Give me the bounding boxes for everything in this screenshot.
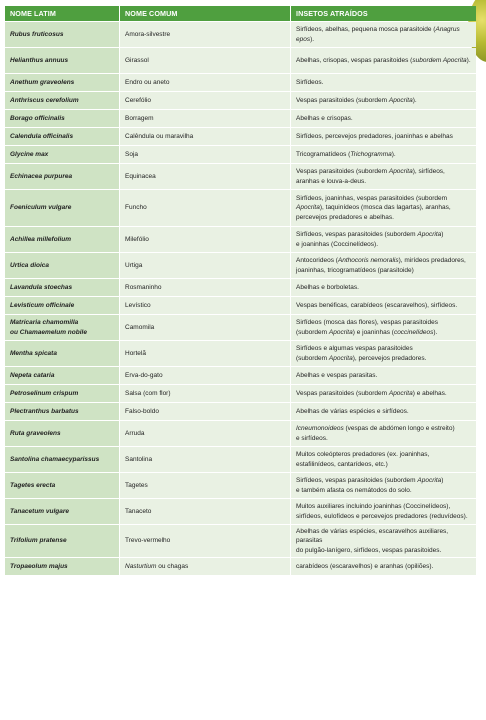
cell-insects-attracted: Abelhas e vespas parasitas. [291, 367, 476, 384]
cell-insects-attracted: Abelhas e crisopas. [291, 110, 476, 127]
table-row [5, 499, 476, 524]
table-row [5, 279, 476, 296]
header-latin-name: NOME LATIM [5, 6, 119, 21]
table-row [5, 110, 476, 127]
table-row [5, 447, 476, 472]
cell-common-name: Arruda [120, 421, 290, 446]
table-row [5, 297, 476, 314]
cell-latin-name: Rubus fruticosus [5, 22, 119, 47]
cell-latin-name: Glycine max [5, 146, 119, 163]
cell-latin-name: Helianthus annuus [5, 48, 119, 73]
cell-common-name: Equinacea [120, 164, 290, 189]
table-row [5, 48, 476, 73]
cell-insects-attracted: carabídeos (escaravelhos) e aranhas (opiliões). [291, 558, 476, 575]
cell-insects-attracted: Sirfídeos, vespas parasitoides (subordem Apocrita) e joaninhas (Coccinelídeos). [291, 227, 476, 252]
cell-insects-attracted: Sirfídeos, percevejos predadores, joaninhas e abelhas [291, 128, 476, 145]
plants-insects-table [4, 5, 477, 576]
cell-common-name: Calêndula ou maravilha [120, 128, 290, 145]
table-row [5, 315, 476, 340]
cell-latin-name: Anthriscus cerefolium [5, 92, 119, 109]
table-row [5, 164, 476, 189]
table-row [5, 341, 476, 366]
cell-common-name: Amora-silvestre [120, 22, 290, 47]
cell-common-name: Camomila [120, 315, 290, 340]
cell-common-name: Cerefólio [120, 92, 290, 109]
cell-latin-name: Santolina chamaecyparissus [5, 447, 119, 472]
cell-common-name: Funcho [120, 190, 290, 226]
cell-insects-attracted: Sirfídeos, abelhas, pequena mosca parasitoide (Anagrus epos). [291, 22, 476, 47]
cell-insects-attracted: Sirfídeos. [291, 74, 476, 91]
cell-common-name: Nasturtium ou chagas [120, 558, 290, 575]
cell-latin-name: Plectranthus barbatus [5, 403, 119, 420]
table-row [5, 92, 476, 109]
cell-latin-name: Anethum graveolens [5, 74, 119, 91]
cell-insects-attracted: Sirfídeos, vespas parasitoides (subordem Apocrita) e também afasta os nemátodos do solo. [291, 473, 476, 498]
header-insects-attracted: INSETOS ATRAÍDOS [291, 6, 476, 21]
cell-insects-attracted: Muitos coleópteros predadores (ex. joaninhas, estafilinídeos, cantarídeos, etc.) [291, 447, 476, 472]
table-row [5, 367, 476, 384]
cell-latin-name: Calendula officinalis [5, 128, 119, 145]
table-row [5, 253, 476, 278]
cell-latin-name: Achillea millefolium [5, 227, 119, 252]
cell-latin-name: Tagetes erecta [5, 473, 119, 498]
cell-insects-attracted: Abelhas de várias espécies e sirfídeos. [291, 403, 476, 420]
cell-insects-attracted: Icneumonoideos (vespas de abdómen longo e estreito) e sirfídeos. [291, 421, 476, 446]
table-row [5, 525, 476, 557]
cell-insects-attracted: Vespas parasitoides (subordem Apocrita). [291, 92, 476, 109]
table-row [5, 403, 476, 420]
cell-latin-name: Mentha spicata [5, 341, 119, 366]
table-row [5, 128, 476, 145]
cell-latin-name: Foeniculum vulgare [5, 190, 119, 226]
table-row [5, 421, 476, 446]
cell-common-name: Tagetes [120, 473, 290, 498]
cell-common-name: Urtiga [120, 253, 290, 278]
cell-latin-name: Lavandula stoechas [5, 279, 119, 296]
cell-common-name: Levístico [120, 297, 290, 314]
cell-latin-name: Borago officinalis [5, 110, 119, 127]
table-row [5, 74, 476, 91]
table-row [5, 190, 476, 226]
table-row [5, 22, 476, 47]
cell-common-name: Erva-do-gato [120, 367, 290, 384]
header-common-name: NOME COMUM [120, 6, 290, 21]
cell-insects-attracted: Tricogramatídeos (Trichogramma). [291, 146, 476, 163]
cell-common-name: Trevo-vermelho [120, 525, 290, 557]
cell-common-name: Soja [120, 146, 290, 163]
cell-insects-attracted: Vespas parasitoides (subordem Apocrita) e abelhas. [291, 385, 476, 402]
cell-latin-name: Urtica dioica [5, 253, 119, 278]
cell-insects-attracted: Abelhas e borboletas. [291, 279, 476, 296]
cell-common-name: Salsa (com flor) [120, 385, 290, 402]
cell-latin-name: Ruta graveolens [5, 421, 119, 446]
cell-insects-attracted: Abelhas, crisopas, vespas parasitoides (subordem Apocrita). [291, 48, 476, 73]
cell-common-name: Rosmaninho [120, 279, 290, 296]
cell-common-name: Tanaceto [120, 499, 290, 524]
cell-insects-attracted: Vespas parasitoides (subordem Apocrita), sirfídeos, aranhas e louva-a-deus. [291, 164, 476, 189]
cell-common-name: Borragem [120, 110, 290, 127]
table-row [5, 385, 476, 402]
cell-latin-name: Tropaeolum majus [5, 558, 119, 575]
cell-insects-attracted: Vespas benéficas, carabídeos (escaravelhos), sirfídeos. [291, 297, 476, 314]
cell-insects-attracted: Sirfídeos e algumas vespas parasitoides (subordem Apocrita), percevejos predadores. [291, 341, 476, 366]
cell-insects-attracted: Sirfídeos, joaninhas, vespas parasitoides (subordem Apocrita), taquinídeos (mosca das lagartas), aranhas, percevejos predadores e abelhas. [291, 190, 476, 226]
table-body [5, 22, 476, 575]
cell-latin-name: Petroselinum crispum [5, 385, 119, 402]
table-row [5, 558, 476, 575]
table-header-row [5, 6, 476, 21]
table-row [5, 146, 476, 163]
cell-common-name: Endro ou aneto [120, 74, 290, 91]
cell-insects-attracted: Abelhas de várias espécies, escaravelhos auxiliares, parasitas do pulgão-lanígero, sirfídeos, vespas parasitoides. [291, 525, 476, 557]
cell-insects-attracted: Sirfídeos (mosca das flores), vespas parasitoides (subordem Apocrita) e joaninhas (coccinelídeos). [291, 315, 476, 340]
cell-latin-name: Nepeta cataria [5, 367, 119, 384]
cell-common-name: Falso-boldo [120, 403, 290, 420]
table-row [5, 473, 476, 498]
cell-insects-attracted: Antocorideos (Anthocoris nemoralis), mirídeos predadores, joaninhas, tricogramatídeos (parasitoide) [291, 253, 476, 278]
cell-common-name: Hortelã [120, 341, 290, 366]
table-row [5, 227, 476, 252]
cell-latin-name: Trifolium pratense [5, 525, 119, 557]
cell-insects-attracted: Muitos auxiliares incluindo joaninhas (Coccinelídeos), sirfídeos, eulofídeos e percevejos predadores (reduvídeos). [291, 499, 476, 524]
cell-common-name: Santolina [120, 447, 290, 472]
cell-latin-name: Matricaria chamomilla ou Chamaemelum nobile [5, 315, 119, 340]
cell-latin-name: Levisticum officinale [5, 297, 119, 314]
cell-latin-name: Tanacetum vulgare [5, 499, 119, 524]
cell-common-name: Milefólio [120, 227, 290, 252]
cell-latin-name: Echinacea purpurea [5, 164, 119, 189]
cell-common-name: Girassol [120, 48, 290, 73]
